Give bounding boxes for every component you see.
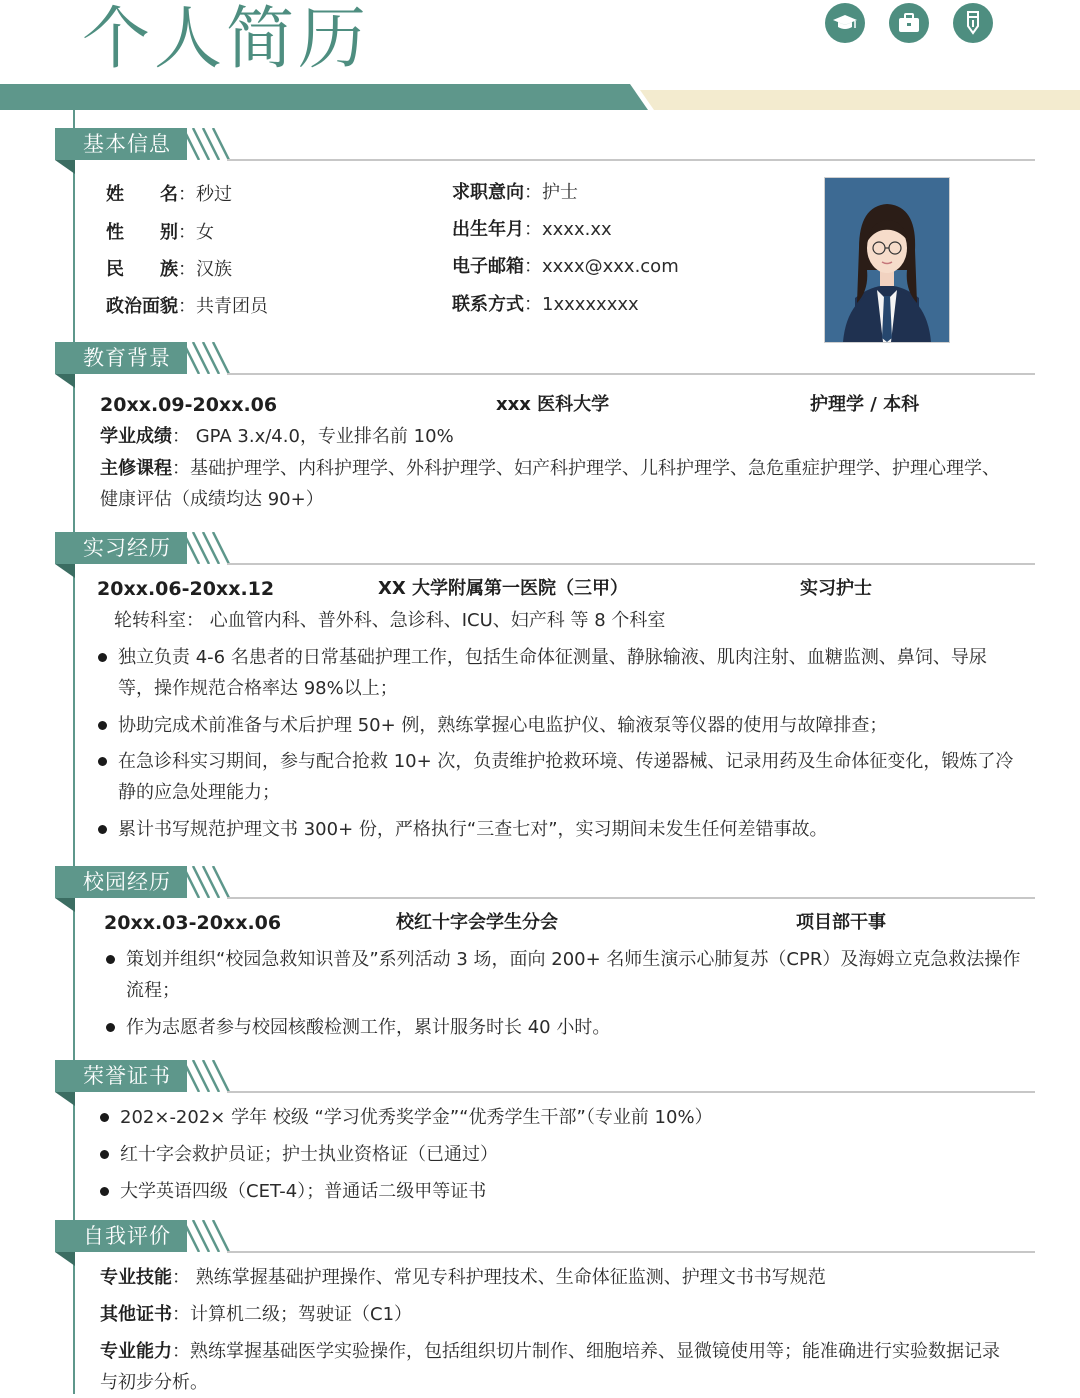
- header-band-green: [0, 84, 648, 110]
- email-label: 电子邮箱: [452, 256, 524, 277]
- gender-value: 女: [196, 222, 214, 243]
- skill-label: 专业技能: [100, 1267, 172, 1288]
- intent-label: 求职意向: [452, 182, 524, 203]
- section-title: 自我评价: [83, 1224, 171, 1248]
- birth-value: xxxx.xx: [542, 219, 612, 240]
- header-band-cream: [640, 90, 1080, 110]
- phone-label: 联系方式: [452, 294, 524, 315]
- list-item: 在急诊科实习期间，参与配合抢救 10+ 次，负责维护抢救环境、传递器械、记录用药及生命体征变化，锻炼了冷静的应急处理能力；: [98, 746, 1018, 808]
- briefcase-icon: [889, 3, 929, 43]
- section-header-self: [55, 1220, 1035, 1268]
- ability-value: 熟练掌握基础医学实验操作，包括组织切片制作、细胞培养、显微镜使用等；能准确进行实验数据记录与初步分析。: [100, 1341, 1000, 1393]
- pencil-icon: [953, 3, 993, 43]
- ability-label: 专业能力: [100, 1341, 172, 1362]
- list-item: 策划并组织“校园急救知识普及”系列活动 3 场，面向 200+ 名师生演示心肺复苏（CPR）及海姆立克急救法操作流程；: [106, 944, 1026, 1006]
- email-value: xxxx@xxx.com: [542, 256, 679, 277]
- profile-photo: [824, 177, 950, 343]
- list-item: 大学英语四级（CET-4）；普通话二级甲等证书: [100, 1176, 1020, 1207]
- header-icons: [825, 3, 993, 43]
- political-label: 政治面貌: [106, 296, 178, 317]
- ethnic-label: 民 族: [106, 259, 178, 280]
- page-title: 个人简历: [82, 0, 371, 79]
- section-title: 教育背景: [83, 346, 171, 370]
- section-header-campus: [55, 866, 1035, 914]
- list-item: 累计书写规范护理文书 300+ 份，严格执行“三查七对”，实习期间未发生任何差错事故。: [98, 814, 1018, 845]
- section-header-honors: [55, 1060, 1035, 1108]
- section-header-internship: [55, 532, 1035, 580]
- graduation-cap-icon: [825, 3, 865, 43]
- section-title: 基本信息: [83, 132, 171, 156]
- ethnic-value: 汉族: [196, 259, 232, 280]
- phone-value: 1xxxxxxxx: [542, 294, 639, 315]
- section-header-education: [55, 342, 1035, 390]
- list-item: 协助完成术前准备与术后护理 50+ 例，熟练掌握心电监护仪、输液泵等仪器的使用与故障排查；: [98, 710, 1018, 741]
- cert-label: 其他证书: [100, 1304, 172, 1325]
- courses-value: 基础护理学、内科护理学、外科护理学、妇产科护理学、儿科护理学、急危重症护理学、护理心理学、健康评估（成绩均达 90+）: [100, 458, 1000, 510]
- timeline-line: [73, 110, 75, 1394]
- campus-role: 项目部干事: [796, 912, 886, 933]
- courses-label: 主修课程: [100, 458, 172, 479]
- grade-label: 学业成绩: [100, 426, 172, 447]
- birth-label: 出生年月: [452, 219, 524, 240]
- intern-hospital: XX 大学附属第一医院（三甲）: [378, 578, 629, 599]
- section-title: 实习经历: [83, 536, 171, 560]
- skill-value: 熟练掌握基础护理操作、常见专科护理技术、生命体征监测、护理文书书写规范: [195, 1267, 826, 1288]
- name-value: 秒过: [196, 184, 232, 205]
- cert-value: 计算机二级；驾驶证（C1）: [190, 1304, 413, 1325]
- intern-role: 实习护士: [800, 578, 872, 599]
- list-item: 202×-202× 学年 校级 “学习优秀奖学金”“优秀学生干部”（专业前 10%）: [100, 1102, 1020, 1133]
- section-title: 荣誉证书: [83, 1064, 171, 1088]
- list-item: 作为志愿者参与校园核酸检测工作，累计服务时长 40 小时。: [106, 1012, 1026, 1043]
- campus-org: 校红十字会学生分会: [396, 912, 558, 933]
- edu-major: 护理学 / 本科: [810, 394, 920, 415]
- gender-label: 性 别: [106, 222, 178, 243]
- section-header-basic: [55, 128, 1035, 176]
- intern-rotation: 轮转科室： 心血管内科、普外科、急诊科、ICU、妇产科 等 8 个科室: [114, 610, 666, 631]
- intent-value: 护士: [542, 182, 578, 203]
- campus-period: 20xx.03-20xx.06: [104, 912, 282, 934]
- name-label: 姓 名: [106, 184, 178, 205]
- list-item: 独立负责 4-6 名患者的日常基础护理工作，包括生命体征测量、静脉输液、肌肉注射、血糖监测、鼻饲、导尿等，操作规范合格率达 98%以上；: [98, 642, 1018, 704]
- section-title: 校园经历: [83, 870, 171, 894]
- list-item: 红十字会救护员证；护士执业资格证（已通过）: [100, 1139, 1020, 1170]
- intern-period: 20xx.06-20xx.12: [97, 578, 275, 600]
- grade-value: GPA 3.x/4.0，专业排名前 10%: [195, 426, 454, 447]
- edu-period: 20xx.09-20xx.06: [100, 394, 278, 416]
- edu-school: xxx 医科大学: [496, 394, 610, 415]
- political-value: 共青团员: [196, 296, 268, 317]
